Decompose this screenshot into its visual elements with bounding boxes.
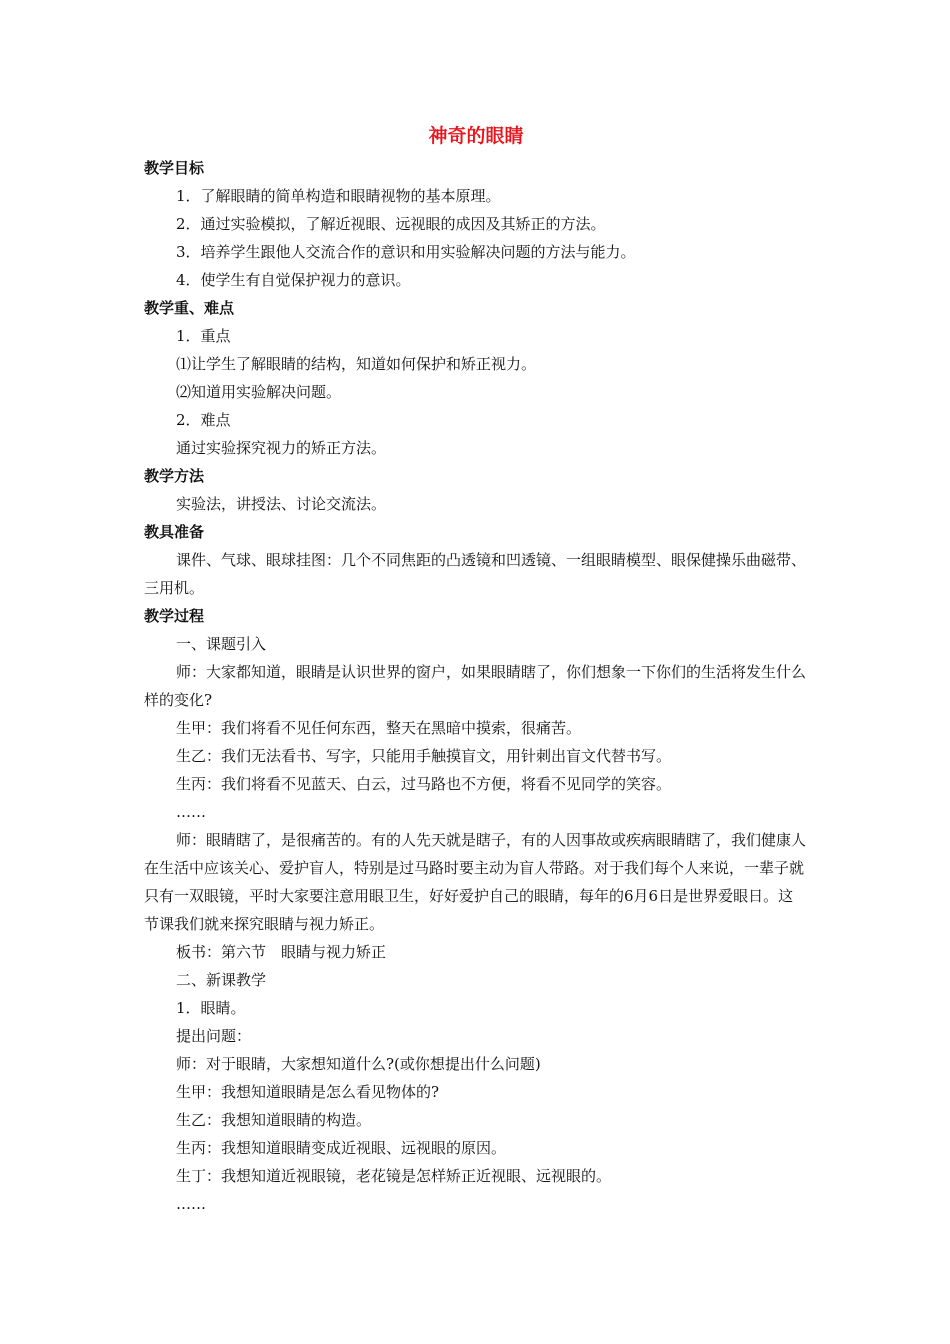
process-line: 提出问题： bbox=[176, 1027, 252, 1045]
section-heading-methods: 教学方法 bbox=[144, 467, 205, 485]
keypoint-item: 2．难点 bbox=[176, 411, 231, 429]
process-line: 生乙：我们无法看书、写字，只能用手触摸盲文，用针刺出盲文代替书写。 bbox=[176, 747, 672, 765]
keypoint-item: 通过实验探究视力的矫正方法。 bbox=[176, 439, 387, 457]
process-line: 1．眼睛。 bbox=[176, 999, 246, 1017]
process-line: 生甲：我想知道眼睛是怎么看见物体的? bbox=[176, 1083, 440, 1101]
process-line: 板书：第六节 眼睛与视力矫正 bbox=[176, 943, 387, 961]
process-paragraph: 师：大家都知道，眼睛是认识世界的窗户，如果眼睛瞎了，你们想象一下你们的生活将发生什么样的变化? bbox=[144, 663, 807, 709]
process-line: 师：对于眼睛，大家想知道什么?(或你想提出什么问题) bbox=[176, 1055, 541, 1073]
keypoint-item: ⑴让学生了解眼睛的结构，知道如何保护和矫正视力。 bbox=[176, 355, 537, 373]
process-line: 生丙：我们将看不见蓝天、白云，过马路也不方便，将看不见同学的笑容。 bbox=[176, 775, 672, 793]
goal-item: 4．使学生有自觉保护视力的意识。 bbox=[176, 271, 411, 289]
goal-item: 3．培养学生跟他人交流合作的意识和用实验解决问题的方法与能力。 bbox=[176, 243, 636, 261]
process-line: 生甲：我们将看不见任何东西，整天在黑暗中摸索，很痛苦。 bbox=[176, 719, 582, 737]
goal-item: 1．了解眼睛的简单构造和眼睛视物的基本原理。 bbox=[176, 187, 501, 205]
tools-paragraph: 课件、气球、眼球挂图：几个不同焦距的凸透镜和凹透镜、一组眼睛模型、眼保健操乐曲磁带、三用机。 bbox=[144, 551, 807, 597]
keypoint-item: 1．重点 bbox=[176, 327, 231, 345]
document-title: 神奇的眼睛 bbox=[428, 125, 524, 147]
process-paragraph: 师：眼睛瞎了，是很痛苦的。有的人先天就是瞎子，有的人因事故或疾病眼睛瞎了，我们健康人在生活中应该关心、爱护盲人，特别是过马路时要主动为盲人带路。对于我们每个人来说，一辈子就只有一双眼镜，平时大家要注意用眼卫生，好好爱护自己的眼睛，每年的6月6日是世界爱眼日。这节课我们就来探究眼睛与视力矫正。 bbox=[144, 831, 807, 933]
method-item: 实验法，讲授法、讨论交流法。 bbox=[176, 495, 387, 513]
process-line: 一、课题引入 bbox=[176, 635, 267, 653]
process-line: 生乙：我想知道眼睛的构造。 bbox=[176, 1111, 372, 1129]
process-line: 生丙：我想知道眼睛变成近视眼、远视眼的原因。 bbox=[176, 1139, 507, 1157]
section-heading-process: 教学过程 bbox=[144, 607, 205, 625]
section-heading-tools: 教具准备 bbox=[144, 523, 205, 541]
goal-item: 2．通过实验模拟，了解近视眼、远视眼的成因及其矫正的方法。 bbox=[176, 215, 606, 233]
ellipsis: …… bbox=[176, 803, 206, 821]
ellipsis: …… bbox=[176, 1195, 206, 1213]
process-line: 二、新课教学 bbox=[176, 971, 267, 989]
document-page bbox=[144, 118, 808, 1218]
section-heading-keypoints: 教学重、难点 bbox=[144, 299, 235, 317]
keypoint-item: ⑵知道用实验解决问题。 bbox=[176, 383, 342, 401]
process-line: 生丁：我想知道近视眼镜，老花镜是怎样矫正近视眼、远视眼的。 bbox=[176, 1167, 612, 1185]
section-heading-goals: 教学目标 bbox=[144, 159, 205, 177]
